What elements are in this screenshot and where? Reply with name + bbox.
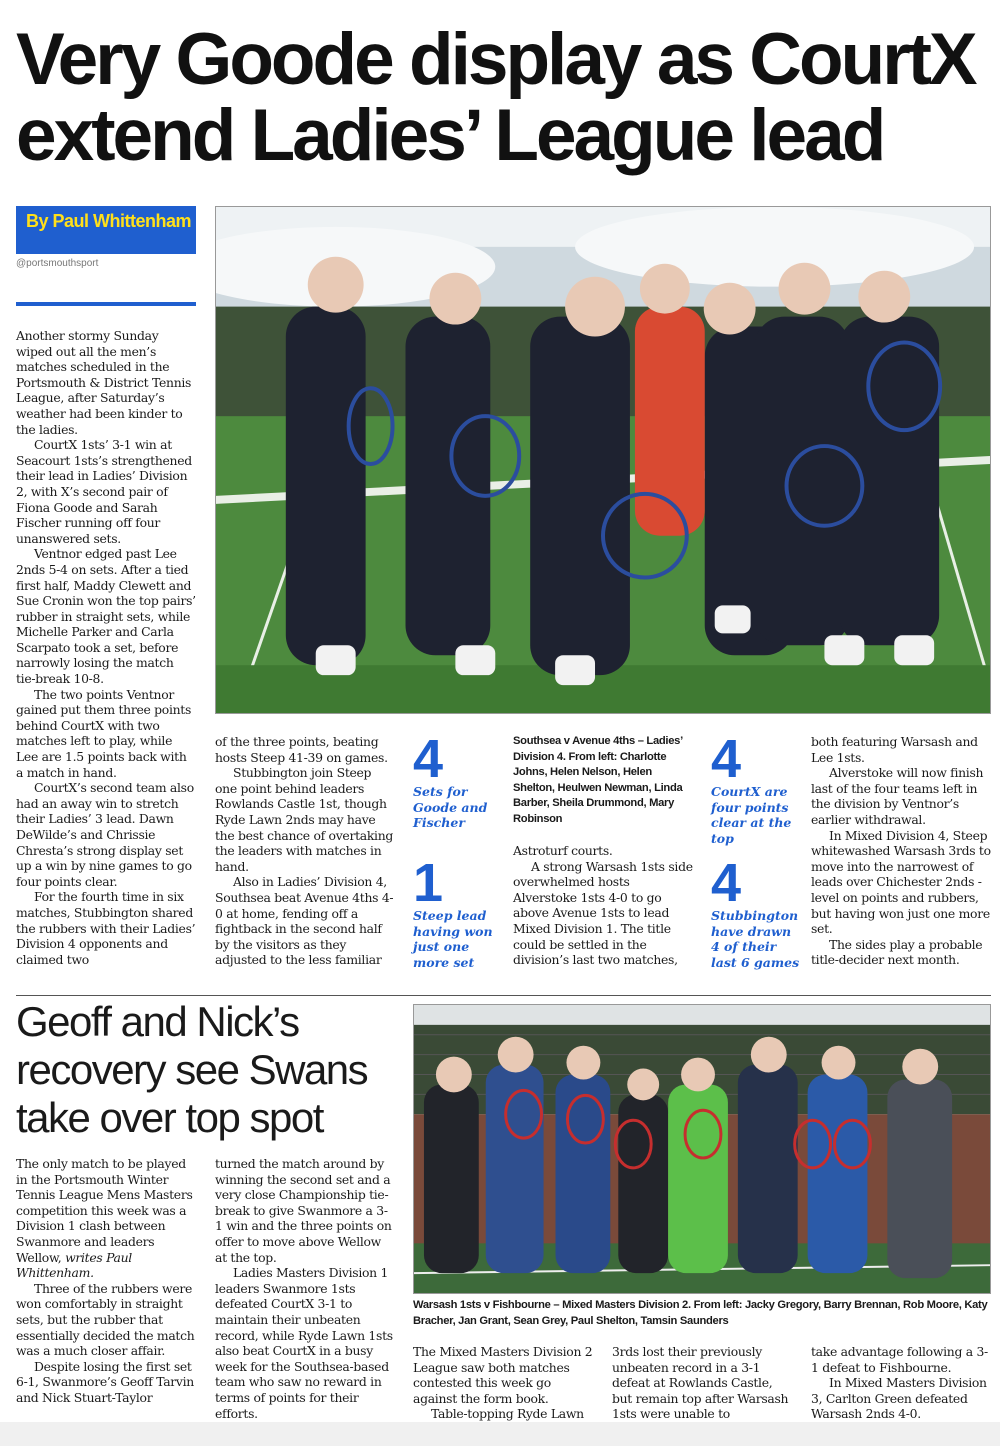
stat-text: Steep lead having won just one more set	[413, 908, 493, 970]
stat-number: 4	[711, 853, 742, 913]
byline-handle: @portsmouthsport	[16, 258, 99, 269]
stat-text: Sets for Goode and Fischer	[413, 784, 488, 830]
stat-box	[711, 729, 803, 846]
paragraph: Despite losing the first set 6-1, Swanmore’s Geoff Tarvin and Nick Stuart-Taylor	[16, 1358, 194, 1405]
team-photo-southsea	[215, 206, 991, 714]
stat-number: 4	[711, 729, 742, 789]
secondary-headline: Geoff and Nick’s recovery see Swans take over top spot	[16, 998, 368, 1141]
byline-rule	[16, 302, 196, 306]
article1-column-2	[215, 734, 395, 968]
article2-column-2	[215, 1156, 395, 1421]
paragraph: The Mixed Masters Division 2 League saw both matches contested this week go against the form book.	[413, 1344, 593, 1406]
paragraph: For the fourth time in six matches, Stubbington shared the rubbers with their Ladies’ Division 4 opponents and claimed two	[16, 889, 196, 967]
stat-number: 1	[413, 853, 444, 913]
paragraph: Also in Ladies’ Division 4, Southsea beat Avenue 4ths 4-0 at home, fending off a fightback in the second half by the visitors as they adjusted to the less familiar	[215, 874, 394, 968]
photo-caption-southsea: Southsea v Avenue 4ths – Ladies’ Division 4. From left: Charlotte Johns, Helen Nelson, Helen Shelton, Heulwen Newman, Linda Barber, Sheila Drummond, Mary Robinson	[513, 735, 683, 825]
article2-column-4	[612, 1344, 792, 1422]
paragraph: take advantage following a 3-1 defeat to Fishbourne.	[811, 1344, 988, 1375]
paragraph: 3rds lost their previously unbeaten record in a 3-1 defeat at Rowlands Castle, but remain top after Warsash 1sts were unable to	[612, 1344, 789, 1422]
bottom-bar	[0, 1422, 1000, 1446]
author-credit: writes Paul Whittenham.	[16, 1249, 132, 1281]
paragraph	[16, 1156, 196, 1281]
paragraph: Stubbington join Steep one point behind leaders Rowlands Castle 1st, though Ryde Lawn 2nds may have the best chance of overtaking the leaders with matches in hand.	[215, 765, 394, 874]
section-divider	[16, 995, 991, 996]
stat-box	[413, 853, 505, 970]
paragraph: The two points Ventnor gained put them three points behind CourtX with two matches left to play, while Lee are 1.5 points back with a match in hand.	[16, 686, 192, 780]
paragraph: Astroturf courts.	[513, 843, 613, 858]
paragraph: The sides play a probable title-decider next month.	[811, 936, 983, 968]
article2-column-1	[16, 1156, 196, 1406]
paragraph: In Mixed Division 4, Steep whitewashed Warsash 3rds to move into the narrowest of leads over Chichester 2nds - level on points and rubbers, but having won just one more set.	[811, 827, 991, 937]
paragraph: Ventnor edged past Lee 2nds 5-4 on sets. After a tied first half, Maddy Clewett and Sue Cronin won the top pairs’ rubber in straight sets, while Michelle Parker and Carla Scarpato took a set, before narrowly losing the match tie-break 10-8.	[16, 546, 196, 687]
paragraph: CourtX’s second team also had an away win to stretch their Ladies’ 3 lead. Dawn DeWilde’s and Chrissie Chresta’s strong display set up a win by nine games to go four points clear.	[16, 780, 194, 889]
photo-caption-warsash: Warsash 1sts v Fishbourne – Mixed Masters Division 2. From left: Jacky Gregory, Barry Brennan, Rob Moore, Katy Bracher, Jan Grant, Sean Grey, Paul Shelton, Tamsin Saunders	[413, 1299, 988, 1327]
stat-number: 4	[413, 729, 444, 789]
byline: By Paul Whittenham	[16, 206, 196, 254]
paragraph: Another stormy Sunday wiped out all the men’s matches scheduled in the Portsmouth & District Tennis League, after Saturday’s weather had been kinder to the ladies.	[16, 328, 192, 437]
paragraph: A strong Warsash 1sts side overwhelmed hosts Alverstoke 1sts 4-0 to go above Avenue 1sts to lead Mixed Division 1. The title could be settled in the division’s last two matches,	[513, 858, 693, 968]
main-headline: Very Goode display as CourtX extend Ladies’ League lead	[16, 19, 975, 176]
paragraph: Ladies Masters Division 1 leaders Swanmore 1sts defeated CourtX 3-1 to maintain their unbeaten record, while Ryde Lawn 1sts also beat CourtX in a busy week for the Southsea-based team who saw no reward in terms of points for their efforts.	[215, 1265, 393, 1421]
article2-column-5	[811, 1344, 992, 1422]
stat-text: Stubbington have drawn 4 of their last 6 games	[711, 908, 800, 970]
intro-text: The only match to be played in the Portsmouth Winter Tennis League Mens Masters competition this week was a Division 1 clash between Swanmore and leaders Wellow,	[16, 1156, 193, 1265]
paragraph: Table-topping Ryde Lawn	[431, 1406, 584, 1422]
team-photo-warsash	[413, 1004, 991, 1294]
paragraph: both featuring Warsash and Lee 1sts.	[811, 734, 978, 765]
paragraph: turned the match around by winning the second set and a very close Championship tie-break to give Swanmore a 3-1 win and the three points on offer to move above Wellow at the top.	[215, 1156, 392, 1265]
article1-column-4	[811, 734, 992, 968]
article1-column-3	[513, 843, 693, 968]
paragraph: Three of the rubbers were won comfortably in straight sets, but the rubber that essentially decided the match was a much closer affair.	[16, 1280, 195, 1359]
paragraph: CourtX 1sts’ 3-1 win at Seacourt 1sts’s strengthened their lead in Ladies’ Division 2, with X’s second pair of Fiona Goode and Sarah Fischer running off four unanswered sets.	[16, 437, 192, 546]
stat-text: CourtX are four points clear at the top	[711, 784, 792, 846]
paragraph: of the three points, beating hosts Steep 41-39 on games.	[215, 734, 388, 765]
stat-box	[711, 853, 803, 970]
article1-column-1	[16, 328, 196, 967]
paragraph: In Mixed Masters Division 3, Carlton Green defeated Warsash 2nds 4-0.	[811, 1375, 987, 1422]
stat-box	[413, 729, 505, 831]
article2-column-3	[413, 1344, 593, 1422]
paragraph: Alverstoke will now finish last of the four teams left in the division by Ventnor’s earlier withdrawal.	[811, 765, 984, 827]
